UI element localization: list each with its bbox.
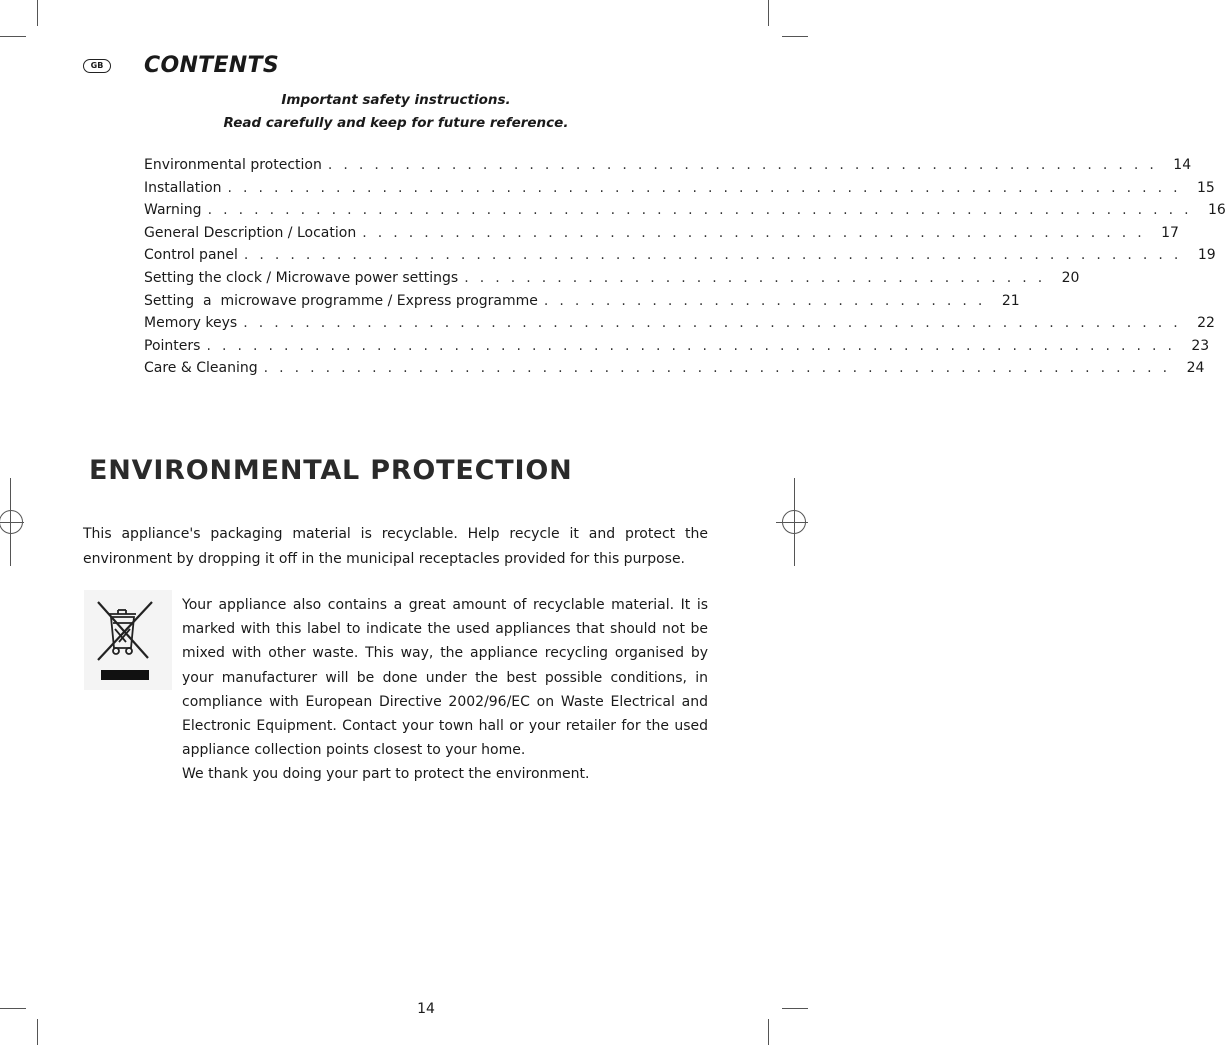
toc-entry-label: Care & Cleaning [144, 360, 258, 377]
toc-entry-page: 16 [1208, 202, 1226, 219]
toc-leader-dots: . . . . . . . . . . . . . . . . . . . . . . . . . . . . . . . . . . . . . . . . . . . . . . . . . . . . . . . . . . . . . . . . [207, 202, 1192, 219]
crop-mark-top-right-v [768, 0, 769, 26]
weee-icon-panel [84, 590, 172, 690]
page-number: 14 [417, 1001, 435, 1017]
toc-entry[interactable] [144, 337, 1210, 361]
toc-entry-label: Control panel [144, 247, 238, 264]
toc-entry-label: Memory keys [144, 315, 238, 332]
toc-leader-dots: . . . . . . . . . . . . . . . . . . . . . . . . . . . . . [543, 292, 986, 309]
packaging-paragraph: This appliance's packaging material is recyclable. Help recycle it and protect the environment by dropping it off in the municipal receptacles provided for this purpose. [83, 526, 708, 567]
toc-entry-label: General Description / Location [144, 224, 357, 241]
crossed-out-wheelie-bin-icon [84, 590, 172, 690]
table-of-contents [144, 157, 1226, 383]
crop-mark-top-left-h [0, 36, 26, 37]
toc-entry-page: 21 [1001, 292, 1020, 309]
page-title: CONTENTS [144, 53, 279, 78]
toc-entry[interactable] [144, 269, 1080, 293]
toc-entry[interactable] [144, 315, 1215, 338]
subtitle-line-1: Important safety instructions. [281, 92, 511, 108]
crop-mark-bottom-left-v [37, 1019, 38, 1045]
toc-entry-label: Warning [144, 202, 202, 219]
toc-leader-dots: . . . . . . . . . . . . . . . . . . . . . . . . . . . . . . . . . . . . . . . . . . . . . . . . . . . . . . . . . . . [263, 360, 1171, 377]
toc-entry[interactable] [144, 360, 1205, 383]
recycling-text: Your appliance also contains a great amount of recyclable material. It is marked with this label to indicate the used appliances that should not be mixed with other waste. This way, the appliance recycling organised by your manufacturer will be done under the best possible conditions, in compliance with European Directive 2002/96/EC on Waste Electrical and Electronic Equipment. Contact your town hall or your retailer for the used appliance collection points closest to your home. [182, 597, 708, 759]
thank-you-text: We thank you doing your part to protect the environment. [182, 766, 590, 783]
toc-entry[interactable] [144, 179, 1215, 203]
toc-leader-dots: . . . . . . . . . . . . . . . . . . . . . . . . . . . . . . . . . . . . . . . . . . . . . . . . . . . [362, 224, 1145, 241]
toc-entry-page: 19 [1197, 247, 1216, 264]
crop-mark-bottom-right-v [768, 1019, 769, 1045]
toc-leader-dots: . . . . . . . . . . . . . . . . . . . . . . . . . . . . . . . . . . . . . . . . . . . . . . . . . . . . . . . . . . . . . . . [206, 337, 1176, 354]
recycling-paragraph [182, 593, 708, 787]
toc-entry[interactable] [144, 224, 1179, 248]
toc-leader-dots: . . . . . . . . . . . . . . . . . . . . . . . . . . . . . . . . . . . . . . . . . . . . . . . . . . . . . . . . . . . . . [243, 315, 1181, 332]
toc-entry-page: 20 [1061, 269, 1080, 286]
toc-entry[interactable] [144, 202, 1226, 225]
toc-entry-page: 22 [1197, 315, 1215, 332]
toc-entry-label: Environmental protection [144, 157, 322, 173]
toc-entry-page: 15 [1197, 179, 1215, 196]
toc-leader-dots: . . . . . . . . . . . . . . . . . . . . . . . . . . . . . . . . . . . . . . . . . . . . . . . . . . . . . . [327, 157, 1158, 173]
crop-mark-top-left-v [37, 0, 38, 26]
toc-entry-label: Pointers [144, 337, 201, 354]
toc-entry[interactable] [144, 292, 1020, 316]
section-title: ENVIRONMENTAL PROTECTION [89, 455, 573, 486]
country-badge: GB [83, 59, 111, 73]
toc-entry-label: Installation [144, 179, 222, 196]
toc-entry-label: Setting the clock / Microwave power settings [144, 269, 459, 286]
toc-entry-page: 14 [1173, 157, 1192, 173]
crop-mark-top-right-h [782, 36, 808, 37]
toc-entry-page: 24 [1186, 360, 1205, 377]
toc-leader-dots: . . . . . . . . . . . . . . . . . . . . . . . . . . . . . . . . . . . . . . [464, 269, 1046, 286]
toc-entry-label: Setting a microwave programme / Express programme [144, 292, 538, 309]
toc-entry-page: 17 [1161, 224, 1179, 241]
toc-entry[interactable] [144, 157, 1192, 180]
toc-leader-dots: . . . . . . . . . . . . . . . . . . . . . . . . . . . . . . . . . . . . . . . . . . . . . . . . . . . . . . . . . . . . . . [227, 179, 1181, 196]
toc-entry[interactable] [144, 247, 1216, 270]
toc-leader-dots: . . . . . . . . . . . . . . . . . . . . . . . . . . . . . . . . . . . . . . . . . . . . . . . . . . . . . . . . . . . . . [243, 247, 1182, 264]
subtitle-line-2: Read carefully and keep for future reference. [223, 115, 569, 131]
toc-entry-page: 23 [1191, 337, 1210, 354]
